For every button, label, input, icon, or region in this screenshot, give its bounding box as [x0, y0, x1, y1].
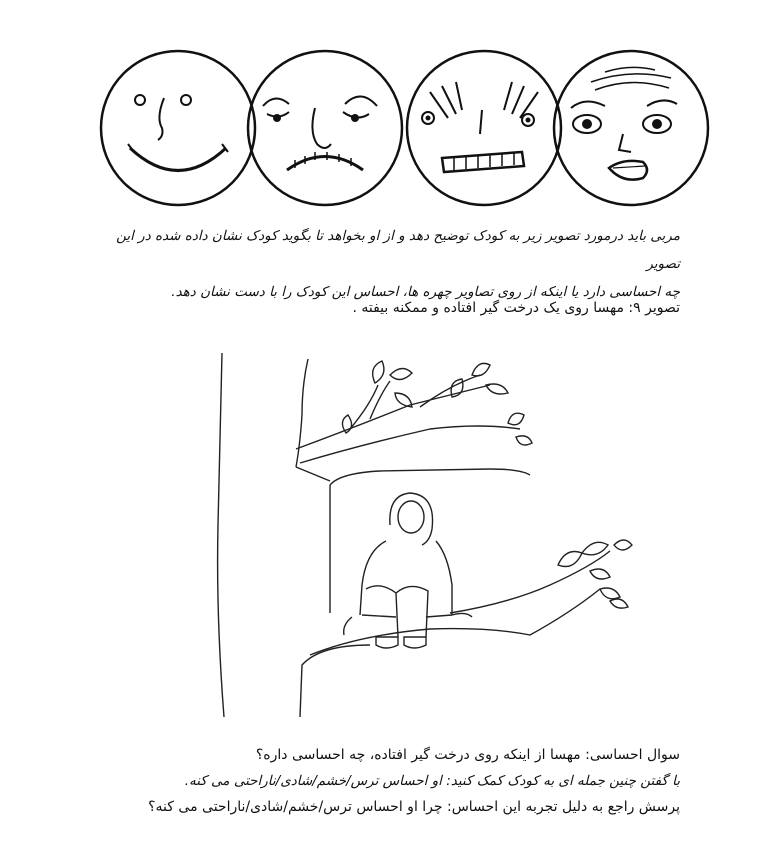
instruction-line-1: مربی باید درمورد تصویر زیر به کودک توضیح دهد و از او بخواهد تا بگوید کودک نشان داده شده در این تصویر — [116, 228, 680, 272]
instruction-text — [80, 222, 680, 306]
questions-block — [60, 742, 680, 820]
happy-face-icon — [98, 48, 258, 208]
instruction-line-2: چه احساسی دارد یا اینکه از روی تصاویر چهره ها، احساس این کودک را با دست نشان دهد. — [171, 284, 680, 300]
scared-face-icon — [551, 48, 711, 208]
picture-caption: تصویر ۹: مهسا روی یک درخت گیر افتاده و ممکنه بیفته . — [352, 300, 680, 316]
girl-on-tree-illustration — [190, 345, 650, 720]
feeling-question: سوال احساسی: مهسا از اینکه روی درخت گیر افتاده، چه احساسی داره؟ — [255, 747, 680, 763]
help-hint: با گفتن چنین جمله ای به کودک کمک کنید: او احساس ترس/خشم/شادی/ناراحتی می کنه. — [184, 773, 680, 789]
reason-question: پرسش راجع به دلیل تجربه این احساس: چرا او احساس ترس/خشم/شادی/ناراحتی می کنه؟ — [148, 799, 680, 815]
angry-face-icon — [404, 48, 564, 208]
sad-face-icon — [245, 48, 405, 208]
